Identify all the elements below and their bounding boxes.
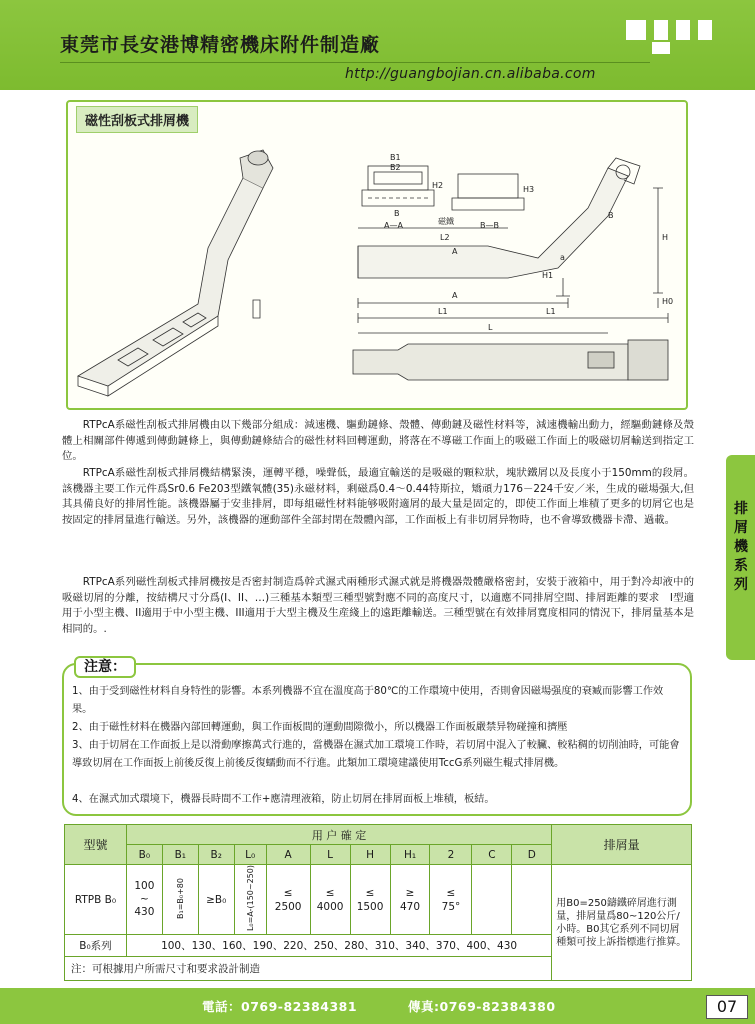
dim-label: L2: [440, 233, 450, 242]
b0-bot: 430: [134, 906, 155, 919]
dim-label: B: [394, 209, 400, 218]
footer-fax: 傳真:0769-82384380: [408, 999, 556, 1014]
dim-label: H: [662, 233, 669, 242]
a-sym: ≤: [283, 886, 293, 899]
diagram-title: 磁性刮板式排屑機: [76, 106, 198, 133]
magnet-label: 磁鐵: [438, 217, 454, 226]
dim-label: A: [452, 247, 458, 256]
deco-square: [654, 20, 668, 40]
series-values: 100、130、160、190、220、250、280、310、340、370、400、430: [126, 935, 551, 957]
dim-label: L: [488, 323, 493, 332]
dim-label: H2: [432, 181, 444, 190]
dim-label: B1: [390, 153, 401, 162]
dim-label: L1: [546, 307, 556, 316]
notes-title: 注意：: [74, 656, 136, 678]
two-val: 75°: [441, 900, 461, 913]
note-item: 1、由于受到磁性材料自身特性的影響。本系列機器不宜在溫度高于80℃的工作環境中使用，否則會因磁場强度的衰臧而影響工作效果。: [72, 686, 664, 715]
h-val: 1500: [356, 900, 384, 913]
deco-square: [676, 20, 690, 40]
b0-top: 100: [134, 880, 155, 893]
b0-mid: ~: [139, 893, 149, 906]
description-paragraph-1: RTPcA系磁性刮板式排屑機由以下幾部分組成：減速機、驅動鏈條、殼體、傳動鏈及磁性材料等，減速機輸出動力，經驅動鏈條及殼體上相關部件傳遞到傳動鏈條上，與傳動鏈條結合的磁性材料回轉運動，將落在不導磁工作面上的吸磁工作面上的吸磁切屑輸送到指定工位。: [62, 419, 694, 462]
page-footer: [0, 988, 755, 1024]
l-val: 4000: [316, 900, 344, 913]
col-a: A: [266, 845, 310, 865]
model-header: 型號: [65, 825, 127, 865]
col-2: 2: [430, 845, 472, 865]
two-sym: ≤: [446, 886, 456, 899]
capacity-cell: 用B0=250鑄鐵碎屑進行測量，排屑量爲80~120公斤/小時。B0其它系列不同切屑種類可按上訴指標進行推算。: [552, 865, 692, 981]
conveyor-diagram: [68, 128, 686, 408]
l0-cell: [234, 865, 266, 935]
h1-val: 470: [399, 900, 421, 913]
dim-label: B: [608, 211, 614, 220]
col-b1: B₁: [162, 845, 198, 865]
dim-label: a: [560, 253, 565, 262]
col-c: C: [472, 845, 512, 865]
header-divider: [60, 62, 650, 63]
dim-label: H1: [542, 271, 554, 280]
footer-phone: 電話：0769-82384381: [202, 999, 358, 1014]
b1-cell: [162, 865, 198, 935]
col-d: D: [512, 845, 552, 865]
note-item: 4、在濕式加式環境下，機器長時間不工作+應清理液箱，防止切屑在排屑面板上堆積，板結。: [72, 794, 495, 805]
dim-label: L1: [438, 307, 448, 316]
col-l: L: [310, 845, 350, 865]
deco-square: [698, 20, 712, 40]
l-cell: [310, 865, 350, 935]
section-label: B—B: [480, 221, 499, 230]
deco-square: [652, 42, 670, 54]
dim-label: H0: [662, 297, 674, 306]
a-cell: [266, 865, 310, 935]
page-number: 07: [706, 995, 748, 1019]
capacity-header: 排屑量: [552, 825, 692, 865]
deco-square: [626, 20, 646, 40]
h-sym: ≤: [365, 886, 375, 899]
col-h: H: [350, 845, 390, 865]
two-cell: [430, 865, 472, 935]
description-paragraph-3: RTPcA系列磁性刮板式排屑機按是否密封制造爲幹式濕式兩種形式濕式就是將機器殼體嚴格密封，安裝于液箱中，用于對冷却液中的吸磁切屑的分離，按結構尺寸分爲(I、II、…)三種基本類型三種型號對應不同的高度尺寸，以適應不同排屑空間、排屑距離的要求 I型適用于小型主機、II適用于中小型主機、III適用于大型主機及生産綫上的遠距離輸送。三種型號在有效排屑寬度相同的情況下，排屑量基本是相同的。.: [62, 576, 694, 635]
description-paragraph-2: RTPcA系磁性刮板式排屑機結構緊湊，運轉平穩，噪聲低，最適宜輸送的是吸磁的顆粒狀，塊狀鐵屑以及長度小于150mm的段屑。該機器主要工作元件爲Sr0.6 Fe203型鐵氧體(35)永磁材料，剩磁爲0.4～0.44特斯拉，矯頑力176－224千安／米，生成的磁場强大,但其具備良好的排屑性能。該機器屬于安韭排屑，即每組磁性材料能够吸附適屑的最大量是固定的，即使工作面上堆積了更多的切屑它也是按固定的排屑量進行輸送。另外，該機器的運動部件全部封閉在殼體內部，工作面板上有非切屑异物時，也不會導致機器卡滯、過載。: [62, 467, 694, 526]
b0-cell: [126, 865, 162, 935]
spec-table: [64, 824, 692, 981]
note-item: 3、由于切屑在工作面扳上是以滑動摩擦萬式行進的，當機器在濕式加工環境工作時，若切屑中混入了較臟、較粘稠的切削油時，可能會導致切屑在工作面扳上前後反復上前後反復蠕動而不行進。此類加工環境建議使用TccG系列磁生輥式排屑機。: [72, 740, 680, 769]
company-name: 東莞市長安港博精密機床附件制造廠: [60, 34, 381, 56]
dim-label: H3: [523, 185, 535, 194]
b2-cell: ≥B₀: [198, 865, 234, 935]
b1-formula: B₁=B₀+80: [175, 877, 185, 919]
h1-sym: ≥: [405, 886, 415, 899]
d-cell: [512, 865, 552, 935]
l0-formula: L₀=A-(150~250): [245, 865, 255, 932]
h-cell: [350, 865, 390, 935]
user-defined-header: 用 户 確 定: [126, 825, 551, 845]
series-label: B₀系列: [65, 935, 127, 957]
a-val: 2500: [274, 900, 302, 913]
note-item: 2、由于磁性材料在機器內部回轉運動，與工作面板間的運動間隙微小，所以機器工作面板嚴禁异物碰撞和擠壓: [72, 722, 568, 733]
model-cell: RTPB B₀: [65, 865, 127, 935]
dim-label: B2: [390, 163, 401, 172]
company-url[interactable]: http://guangbojian.cn.alibaba.com: [345, 66, 596, 82]
col-b0: B₀: [126, 845, 162, 865]
side-tab-label: 排屑機系列: [734, 501, 748, 593]
c-cell: [472, 865, 512, 935]
l-sym: ≤: [325, 886, 335, 899]
dim-label: A: [452, 291, 458, 300]
table-note: 注：可根據用户所需尺寸和要求設計制造: [65, 957, 552, 981]
section-label: A—A: [384, 221, 403, 230]
col-b2: B₂: [198, 845, 234, 865]
col-h1: H₁: [390, 845, 430, 865]
col-l0: L₀: [234, 845, 266, 865]
h1-cell: [390, 865, 430, 935]
